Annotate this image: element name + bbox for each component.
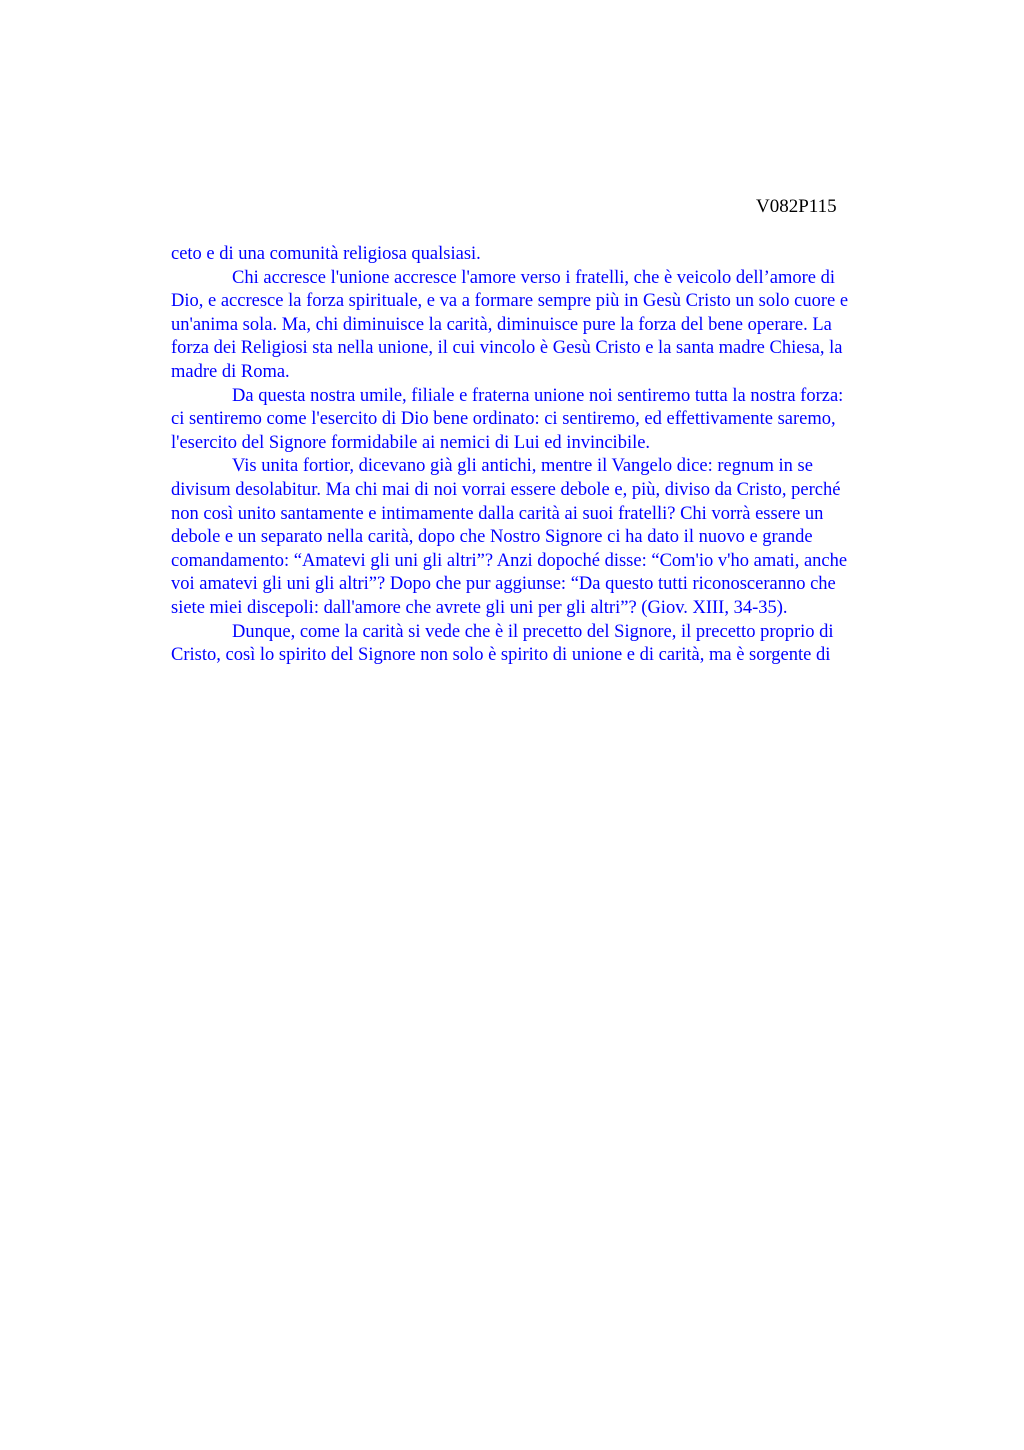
text-line: ceto e di una comunità religiosa qualsiasi. [171, 244, 481, 264]
paragraph [171, 267, 931, 385]
paragraph [171, 455, 931, 620]
text-line: Da questa nostra umile, filiale e fraterna unione noi sentiremo tutta la nostra forza: [232, 385, 844, 406]
text-line: forza dei Religiosi sta nella unione, il cui vincolo è Gesù Cristo e la santa madre Chiesa, la [171, 338, 843, 359]
text-line: un'anima sola. Ma, chi diminuisce la carità, diminuisce pure la forza del bene operare. La [171, 314, 832, 335]
paragraph [171, 621, 931, 668]
text-line: Vis unita fortior, dicevano già gli antichi, mentre il Vangelo dice: regnum in se [232, 456, 813, 477]
text-line: Cristo, così lo spirito del Signore non solo è spirito di unione e di carità, ma è sorgente di [171, 645, 831, 666]
text-line: comandamento: “Amatevi gli uni gli altri”? Anzi dopoché disse: “Com'io v'ho amati, anche [171, 550, 848, 571]
document-body [171, 243, 931, 668]
text-line: ci sentiremo come l'esercito di Dio bene ordinato: ci sentiremo, ed effettivamente saremo, [171, 409, 836, 430]
text-line: voi amatevi gli uni gli altri”? Dopo che pur aggiunse: “Da questo tutti riconosceranno che [171, 574, 836, 595]
text-line: divisum desolabitur. Ma chi mai di noi vorrai essere debole e, più, diviso da Cristo, perché [171, 479, 841, 500]
text-line: siete miei discepoli: dall'amore che avrete gli uni per gli altri”? (Giov. XIII, 34-35). [171, 597, 788, 618]
text-line: Chi accresce l'unione accresce l'amore verso i fratelli, che è veicolo dell’amore di [232, 267, 835, 288]
text-line: l'esercito del Signore formidabile ai nemici di Lui ed invincibile. [171, 432, 651, 453]
page-identifier: V082P115 [756, 196, 837, 217]
text-line: non così unito santamente e intimamente dalla carità ai suoi fratelli? Chi vorrà essere un [171, 503, 824, 524]
paragraph [171, 243, 931, 267]
paragraph [171, 385, 931, 456]
text-line: Dio, e accresce la forza spirituale, e va a formare sempre più in Gesù Cristo un solo cuore e [171, 291, 849, 312]
text-line: madre di Roma. [171, 361, 290, 382]
text-line: debole e un separato nella carità, dopo che Nostro Signore ci ha dato il nuovo e grande [171, 527, 813, 548]
text-line: Dunque, come la carità si vede che è il precetto del Signore, il precetto proprio di [232, 621, 834, 642]
